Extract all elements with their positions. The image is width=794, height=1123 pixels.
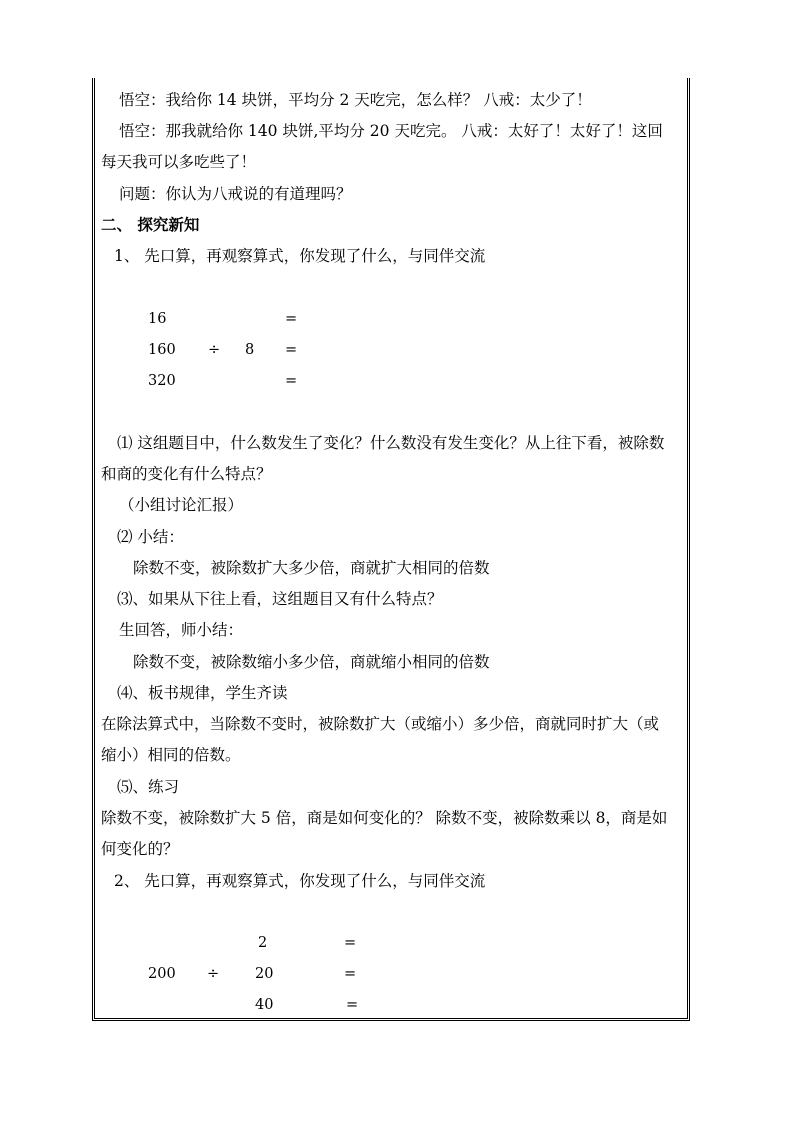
calc1-row3-equals: = bbox=[285, 373, 298, 389]
calc2-row2-dividend: 200 bbox=[148, 966, 176, 982]
question-1-line-a: ⑴ 这组题目中，什么数发生了变化？什么数没有发生变化？从上往下看，被除数 bbox=[117, 434, 665, 452]
calc1-row1-equals: = bbox=[285, 311, 298, 327]
question-3-rule: 除数不变，被除数缩小多少倍，商就缩小相同的倍数 bbox=[133, 653, 490, 671]
calc1-row2-dividend: 160 bbox=[148, 342, 176, 358]
calc2-row1-divisor: 2 bbox=[258, 935, 268, 951]
calc1-row3-dividend: 320 bbox=[148, 373, 176, 389]
question-5: ⑸、练习 bbox=[117, 778, 180, 796]
calc2-row3-divisor: 40 bbox=[255, 997, 274, 1013]
question-1-line-b: 和商的变化有什么特点？ bbox=[101, 465, 272, 483]
group-discussion-note: （小组讨论汇报） bbox=[119, 496, 244, 514]
calc2-row2-equals: = bbox=[344, 966, 357, 982]
dialogue-line-3: 每天我可以多吃些了！ bbox=[101, 153, 257, 171]
calc2-row3-equals: = bbox=[346, 997, 359, 1013]
question-line: 问题：你认为八戒说的有道理吗？ bbox=[119, 185, 352, 203]
calc1-row2-equals: = bbox=[285, 342, 298, 358]
calc2-row1-equals: = bbox=[344, 935, 357, 951]
question-4: ⑷、板书规律，学生齐读 bbox=[117, 684, 288, 702]
question-3: ⑶、如果从下往上看，这组题目又有什么特点？ bbox=[117, 590, 443, 608]
calc1-row2-operator: ÷ bbox=[208, 342, 221, 358]
calc1-row1-dividend: 16 bbox=[148, 311, 167, 327]
calc1-row2-divisor: 8 bbox=[245, 342, 255, 358]
calc2-row2-operator: ÷ bbox=[207, 966, 220, 982]
calc2-row2-divisor: 20 bbox=[255, 966, 274, 982]
exercise-line-a: 除数不变，被除数扩大 5 倍，商是如何变化的？ 除数不变，被除数乘以 8，商是如 bbox=[101, 809, 668, 827]
law-line-a: 在除法算式中，当除数不变时，被除数扩大（或缩小）多少倍，商就同时扩大（或 bbox=[101, 715, 660, 733]
section-title: 二、 探究新知 bbox=[101, 215, 200, 234]
question-2-rule: 除数不变，被除数扩大多少倍，商就扩大相同的倍数 bbox=[133, 559, 490, 577]
dialogue-line-1: 悟空：我给你 14 块饼，平均分 2 天吃完，怎么样？ 八戒：太少了！ bbox=[119, 91, 592, 109]
exercise-line-b: 何变化的？ bbox=[101, 840, 179, 858]
item-2-instruction: 2、 先口算，再观察算式，你发现了什么，与同伴交流 bbox=[114, 872, 486, 890]
question-2-summary: ⑵ 小结： bbox=[117, 528, 184, 546]
dialogue-line-2: 悟空：那我就给你 140 块饼,平均分 20 天吃完。 八戒：太好了！太好了！这回 bbox=[119, 122, 663, 140]
law-line-b: 缩小）相同的倍数。 bbox=[101, 746, 241, 764]
item-1-instruction: 1、 先口算，再观察算式，你发现了什么，与同伴交流 bbox=[114, 247, 486, 265]
question-3-answer: 生回答，师小结： bbox=[119, 621, 244, 639]
